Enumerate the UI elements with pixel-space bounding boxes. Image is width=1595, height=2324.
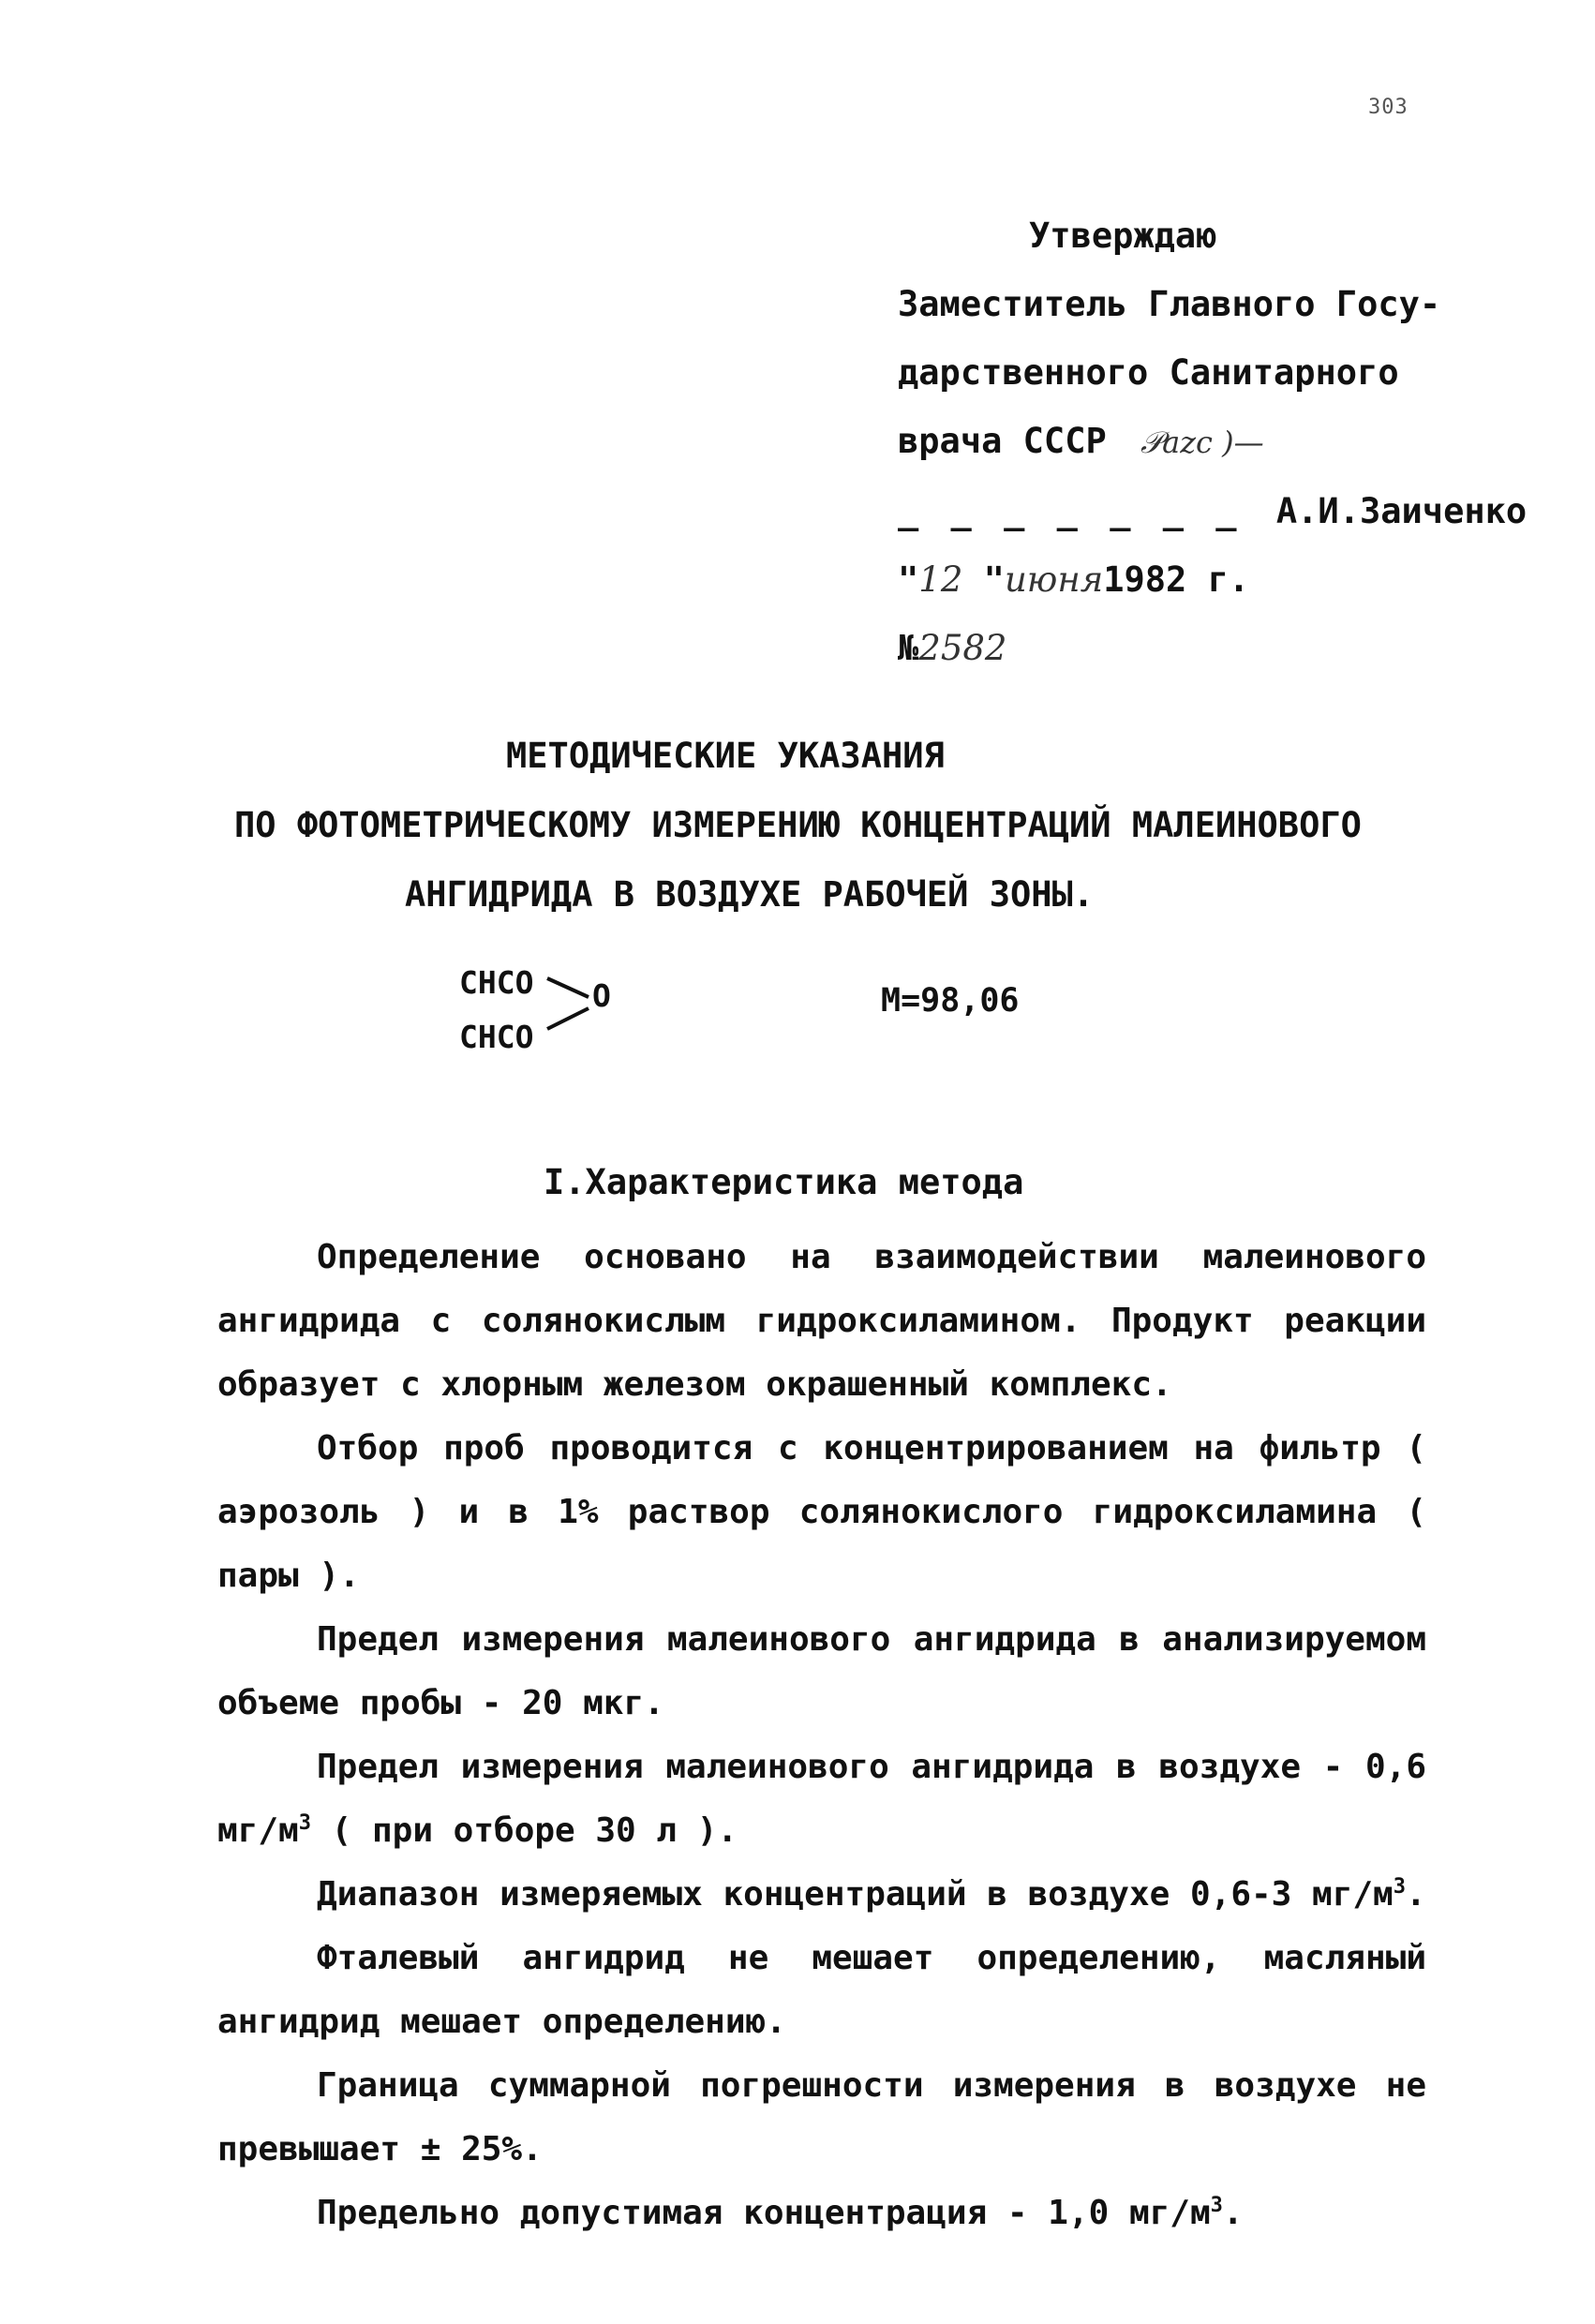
approval-number (898, 614, 1479, 682)
date-month: июня (1004, 559, 1104, 600)
approval-line-3 (898, 407, 1479, 477)
number-value: 2582 (918, 628, 1007, 668)
approval-line-1: Заместитель Главного Госу- (898, 284, 1441, 324)
paragraph-8-text-a: Предельно допустимая концентрация - 1,0 мг/м (317, 2194, 1211, 2232)
title-line-1: МЕТОДИЧЕСКИЕ УКАЗАНИЯ (506, 736, 945, 776)
paragraph-5-text-a: Диапазон измеряемых концентраций в воздухе 0,6-3 мг/м (317, 1875, 1394, 1914)
paragraph-4-text-a: Предел измерения малеинового ангидрида в воздухе - 0,6 мг/м (217, 1748, 1426, 1850)
formula-bottom: CHCO (459, 1019, 534, 1055)
paragraph-8 (217, 2182, 1426, 2245)
formula-oxygen: O (592, 977, 611, 1014)
approval-line-2: дарственного Санитарного (898, 352, 1399, 393)
document-body (217, 1226, 1426, 2245)
paragraph-8-superscript: 3 (1210, 2194, 1223, 2217)
molar-mass: M=98,06 (881, 982, 1020, 1020)
approval-heading: Утверждаю (1029, 216, 1217, 256)
handwritten-signature: 𝒫𝑎𝑧𝑐 )— (1140, 425, 1264, 460)
date-day: 12 (918, 559, 963, 600)
signature-dashes: _ _ _ _ _ _ _ (898, 491, 1243, 531)
approval-date (898, 545, 1479, 614)
section-heading: I.Характеристика метода (544, 1162, 1024, 1202)
title-line-2: ПО ФОТОМЕТРИЧЕСКОМУ ИЗМЕРЕНИЮ КОНЦЕНТРАЦИЙ МАЛЕИНОВОГО (234, 805, 1362, 845)
paragraph-5 (217, 1863, 1426, 1927)
formula-bond-lines (545, 971, 594, 1036)
title-line-3: АНГИДРИДА В ВОЗДУХЕ РАБОЧЕЙ ЗОНЫ. (405, 874, 1095, 915)
document-title (0, 722, 1595, 930)
paragraph-7: Граница суммарной погрешности измерения в воздухе не превышает ± 25%. (217, 2066, 1426, 2168)
paragraph-5-superscript: 3 (1393, 1875, 1406, 1899)
number-prefix: № (898, 628, 919, 668)
approval-line-4 (898, 477, 1528, 545)
paragraph-4-text-b: ( при отборе 30 л ). (310, 1811, 738, 1850)
paragraph-8-text-b: . (1222, 2194, 1244, 2232)
approval-block (898, 201, 1528, 682)
formula-top: CHCO (459, 964, 534, 1001)
paragraph-3: Предел измерения малеинового ангидрида в анализируемом объеме пробы - 20 мкг. (217, 1620, 1426, 1722)
paragraph-5-text-b: . (1405, 1875, 1426, 1914)
paragraph-4 (217, 1736, 1426, 1863)
approval-line-3-text: врача СССР (898, 421, 1107, 461)
date-quote-close: " (983, 559, 1005, 600)
page-number: 303 (1368, 96, 1409, 119)
paragraph-6: Фталевый ангидрид не мешает определению, масляный ангидрид мешает определению. (217, 1939, 1426, 2041)
date-quote-open: " (898, 559, 919, 600)
paragraph-2: Отбор проб проводится с концентрированием на фильтр ( аэрозоль ) и в 1% раствор солянокислого гидроксиламина ( пары ). (217, 1429, 1426, 1595)
paragraph-1: Определение основано на взаимодействии малеинового ангидрида с солянокислым гидроксиламином. Продукт реакции образует с хлорным железом окрашенный комплекс. (217, 1238, 1426, 1404)
date-year: 1982 г. (1103, 559, 1250, 600)
approver-name: А.И.Заиченко (1275, 491, 1528, 531)
structural-formula (459, 956, 533, 1065)
paragraph-4-superscript: 3 (298, 1811, 311, 1835)
